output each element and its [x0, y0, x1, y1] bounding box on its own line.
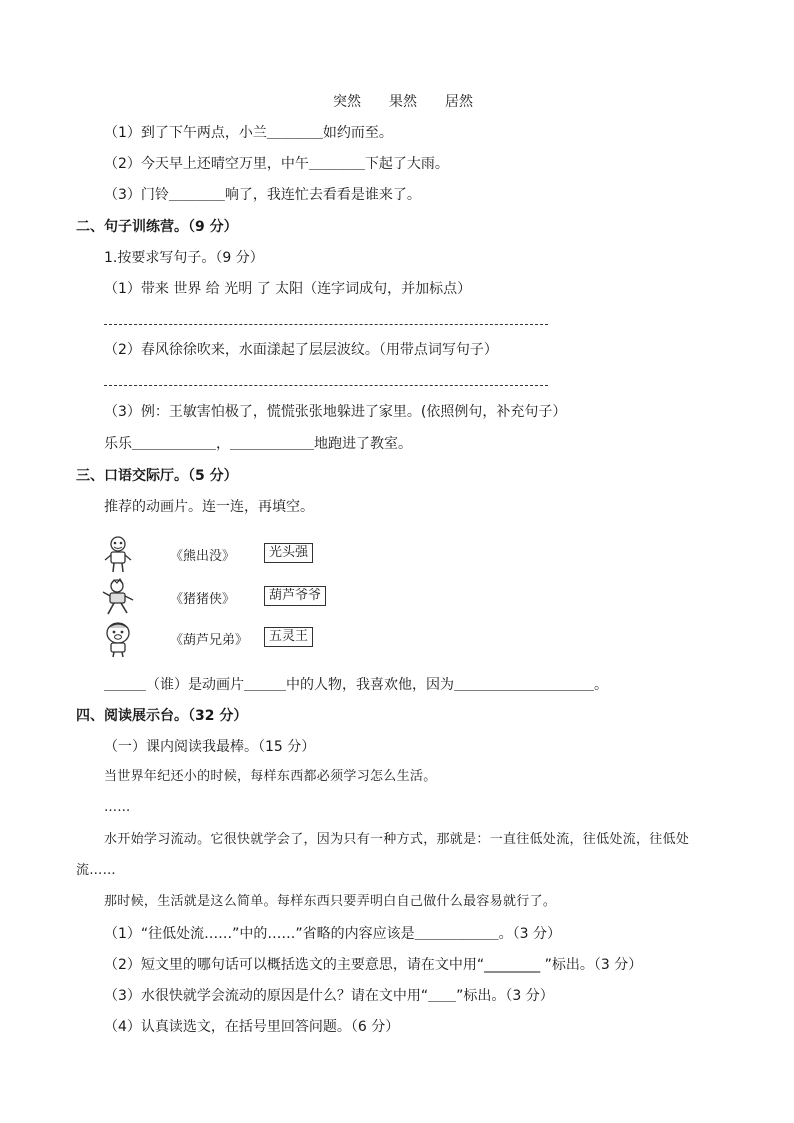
section2-item1: （1）带来 世界 给 光明 了 太阳（连字词成句，并加标点） [104, 281, 472, 297]
cartoon-title-3: 《葫芦兄弟》 [170, 633, 249, 648]
section4-heading: 四、阅读展示台。（32 分） [76, 708, 248, 724]
section3-instruction: 推荐的动画片。连一连，再填空。 [104, 499, 314, 515]
robot-figure-icon [100, 535, 140, 575]
reading-question-2: （2）短文里的哪句话可以概括选文的主要意思，请在文中用“________ ”标出。（3 分） [104, 957, 643, 973]
passage-line-3: 水开始学习流动。它很快就学会了，因为只有一种方式，那就是：一直往低处流，往低处流，往低处 [104, 832, 690, 847]
character-name-2[interactable]: 葫芦爷爷 [264, 586, 326, 606]
cartoon-title-1: 《熊出没》 [170, 549, 236, 564]
cartoon-title-2: 《猪猪侠》 [170, 592, 236, 607]
passage-line-4: 流…… [76, 863, 116, 878]
cartoon-row-1 [100, 535, 360, 575]
cartoon-row-3 [100, 619, 360, 659]
section2-item3: （3）例：王敏害怕极了，慌慌张张地躲进了家里。(依照例句，补充句子） [104, 404, 567, 420]
section4-part1-heading: （一）课内阅读我最棒。（15 分） [104, 739, 316, 755]
answer-line-2[interactable] [104, 385, 548, 386]
word-bank: 突然 果然 居然 [333, 94, 473, 110]
reading-question-4: （4）认真读选文，在括号里回答问题。（6 分） [104, 1019, 400, 1035]
running-boy-figure-icon [100, 578, 140, 618]
passage-line-1: 当世界年纪还小的时候，每样东西都必须学习怎么生活。 [104, 769, 437, 784]
section2-item2: （2）春风徐徐吹来，水面漾起了层层波纹。（用带点词写句子） [104, 342, 498, 358]
section3-heading: 三、口语交际厅。（5 分） [76, 468, 238, 484]
q1-item-2: （2）今天早上还晴空万里，中午＿＿＿＿下起了大雨。 [104, 156, 449, 172]
section2-item3-answer: 乐乐＿＿＿＿＿＿，＿＿＿＿＿＿地跑进了教室。 [104, 436, 412, 452]
section2-heading: 二、句子训练营。（9 分） [76, 219, 238, 235]
character-name-1[interactable]: 光头强 [264, 543, 313, 563]
passage-line-5: 那时候，生活就是这么简单。每样东西只要弄明白自己做什么最容易就行了。 [104, 894, 557, 909]
q1-item-3: （3）门铃＿＿＿＿响了，我连忙去看看是谁来了。 [104, 187, 421, 203]
passage-line-2: …… [104, 800, 131, 815]
pig-hero-figure-icon [100, 619, 140, 659]
answer-line-1[interactable] [104, 324, 548, 325]
section3-fill-sentence: ＿＿＿（谁）是动画片＿＿＿中的人物，我喜欢他，因为＿＿＿＿＿＿＿＿＿＿。 [104, 677, 608, 693]
q1-item-1: （1）到了下午两点，小兰＿＿＿＿如约而至。 [104, 125, 393, 141]
cartoon-row-2 [100, 578, 360, 618]
reading-question-1: （1）“往低处流……”中的……”省略的内容应该是＿＿＿＿＿＿。（3 分） [104, 926, 562, 942]
character-name-3[interactable]: 五灵王 [264, 627, 313, 647]
section2-sub: 1.按要求写句子。（9 分） [104, 250, 264, 266]
reading-question-3: （3）水很快就学会流动的原因是什么？请在文中用“＿＿”标出。（3 分） [104, 988, 554, 1004]
